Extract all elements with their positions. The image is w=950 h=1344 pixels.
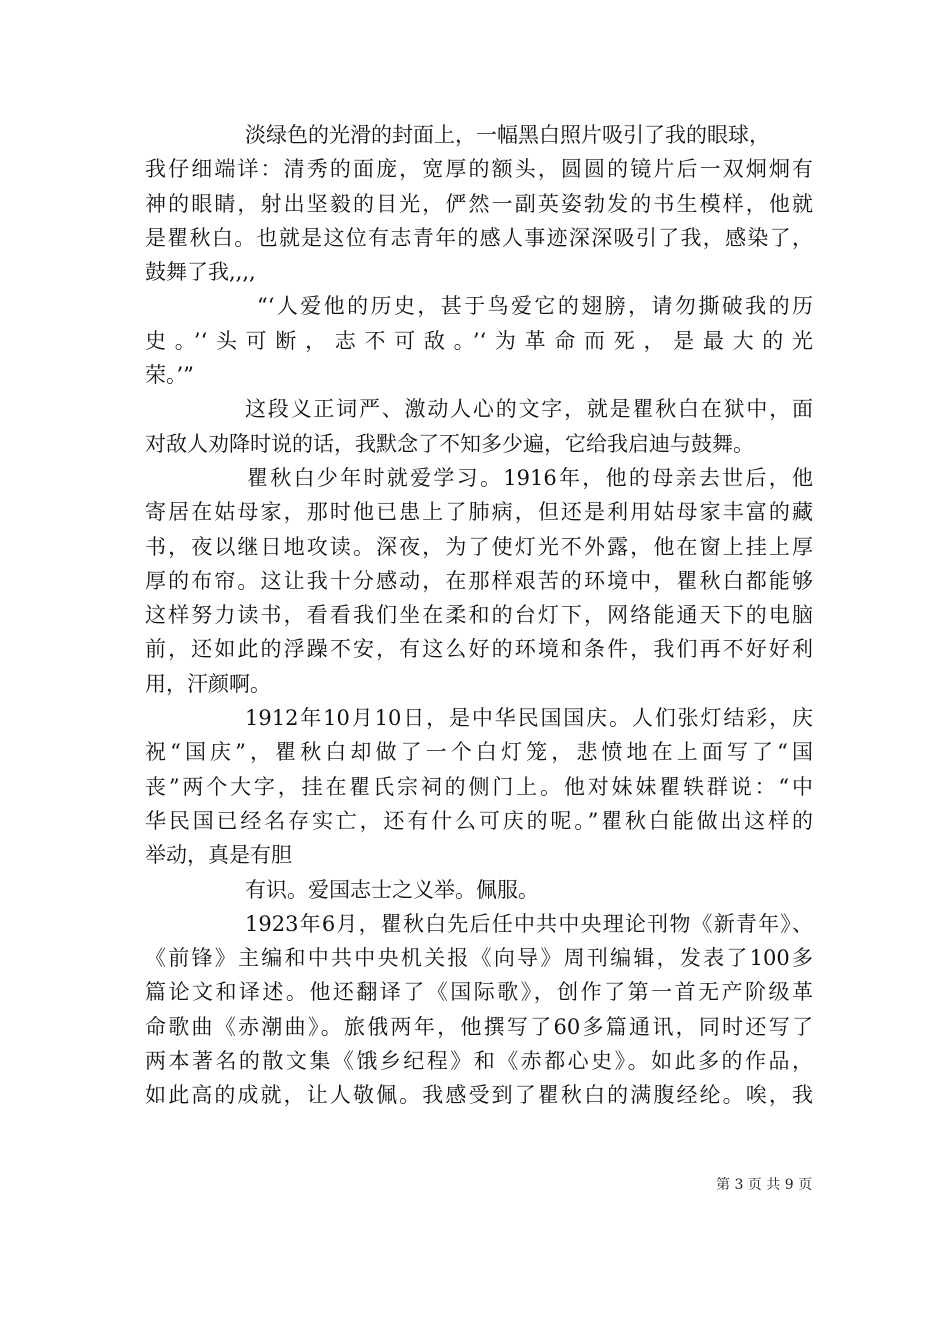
text-line: 用，汗颜啊。 [145, 671, 271, 696]
text-line: 《前锋》主编和中共中央机关报《向导》周刊编辑，发表了100多 [145, 946, 813, 971]
text-line: 命歌曲《赤潮曲》。旅俄两年，他撰写了60多篇通讯，同时还写了 [145, 1014, 813, 1039]
text-line: 神的眼睛，射出坚毅的目光，俨然一副英姿勃发的书生模样，他就 [145, 191, 813, 216]
text-line: 淡绿色的光滑的封面上，一幅黑白照片吸引了我的眼球， [245, 123, 770, 147]
text-line: 寄居在姑母家，那时他已患上了肺病，但还是利用姑母家丰富的藏 [145, 500, 813, 525]
text-line: 厚的布帘。这让我十分感动，在那样艰苦的环境中，瞿秋白都能够 [145, 568, 813, 593]
text-line: 有识。爱国志士之义举。佩服。 [245, 877, 539, 902]
text-line: 举动，真是有胆 [145, 843, 292, 868]
text-line: 这样努力读书，看看我们坐在柔和的台灯下，网络能通天下的电脑 [145, 603, 813, 628]
text-line: 如此高的成就，让人敬佩。我感受到了瞿秋白的满腹经纶。唉，我 [145, 1083, 813, 1108]
text-line: 书，夜以继日地攻读。深夜，为了使灯光不外露，他在窗上挂上厚 [145, 534, 813, 559]
text-line: 是瞿秋白。也就是这位有志青年的感人事迹深深吸引了我，感染了， [145, 225, 813, 250]
document-body [145, 118, 813, 1113]
text-line: 华民国已经名存实亡，还有什么可庆的呢。”瞿秋白能做出这样的 [145, 808, 813, 833]
text-line: 前，还如此的浮躁不安，有这么好的环境和条件，我们再不好好利 [145, 637, 813, 662]
text-line: “‘人爱他的历史，甚于鸟爱它的翅膀，请勿撕破我的历 [257, 294, 813, 319]
page-number-footer: 第 3 页 共 9 页 [716, 1177, 813, 1193]
text-line: 两本著名的散文集《饿乡纪程》和《赤都心史》。如此多的作品， [145, 1049, 813, 1074]
text-line: 史。’‘头可断，志不可敌。’‘为革命而死，是最大的光 [145, 328, 813, 353]
text-line: 荣。’” [145, 363, 194, 388]
text-line: 祝“国庆”，瞿秋白却做了一个白灯笼，悲愤地在上面写了“国 [145, 740, 813, 765]
text-line: 1923年6月，瞿秋白先后任中共中央理论刊物《新青年》、 [245, 911, 813, 936]
text-line: 1912年10月10日，是中华民国国庆。人们张灯结彩，庆 [245, 706, 813, 731]
text-line: 篇论文和译述。他还翻译了《国际歌》，创作了第一首无产阶级革 [145, 980, 813, 1005]
text-line: 鼓舞了我,,,, [145, 260, 256, 285]
text-line: 瞿秋白少年时就爱学习。1916年，他的母亲去世后，他 [247, 465, 813, 490]
text-line: 这段义正词严、激动人心的文字，就是瞿秋白在狱中，面 [245, 397, 813, 422]
text-line: 丧”两个大字，挂在瞿氏宗祠的侧门上。他对妹妹瞿轶群说：“中 [145, 774, 813, 799]
text-line: 对敌人劝降时说的话，我默念了不知多少遍，它给我启迪与鼓舞。 [145, 431, 754, 456]
text-line: 我仔细端详：清秀的面庞，宽厚的额头，圆圆的镜片后一双炯炯有 [145, 157, 813, 182]
